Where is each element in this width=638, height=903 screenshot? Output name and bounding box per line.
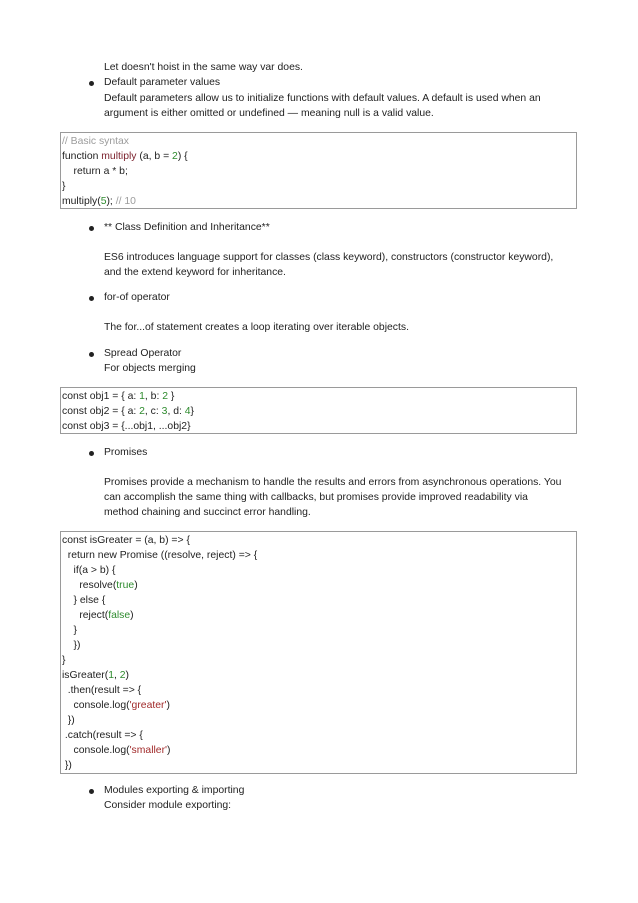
modules-desc: Consider module exporting: [104,800,232,811]
code-line: if(a > b) { [62,565,116,576]
code-line [62,743,576,758]
code-number: 5 [100,196,107,207]
code-text: const obj1 = { a: [62,391,140,402]
code-line [62,404,576,419]
code-function-name: multiply [101,151,137,162]
code-line [62,608,576,623]
code-line: return a * b; [62,166,128,177]
code-text: ) [166,700,170,711]
promises-desc-line1: Promises provide a mechanism to handle the results and errors from asynchronous operations. You [104,477,562,488]
promises-bullet: Promises [104,447,148,458]
code-line [62,668,576,683]
default-params-bullet: Default parameter values [104,77,221,88]
for-of-bullet: for-of operator [104,292,170,303]
spread-operator-bullet: Spread Operator [104,348,182,359]
code-line: const isGreater = (a, b) => { [62,535,190,546]
code-text: } [190,406,195,417]
code-line: }) [62,640,81,651]
code-line [62,149,576,164]
code-line: .catch(result => { [62,730,143,741]
code-comment: // Basic syntax [62,136,129,147]
code-text: multiply( [62,196,101,207]
code-line: }) [62,760,72,771]
code-block-spread [60,387,577,434]
code-text: ) [167,745,171,756]
code-boolean: false [108,610,131,621]
promises-desc-line2: can accomplish the same thing with callbacks, but promises provide improved readability via [104,492,528,503]
code-number: 3 [161,406,168,417]
code-line: } else { [62,595,106,606]
code-text: , [113,670,120,681]
code-string: 'smaller' [129,745,168,756]
bullet-dot [89,226,94,231]
code-text: ) [130,610,134,621]
class-definition-desc-line2: and the extend keyword for inheritance. [104,267,286,278]
code-text: isGreater( [62,670,109,681]
code-text: ); [106,196,113,207]
code-text: console.log( [62,700,130,711]
code-comment: // 10 [112,196,136,207]
default-params-desc-line2: argument is either omitted or undefined — meaning null is a valid value. [104,108,434,119]
code-boolean: true [116,580,135,591]
code-text: , d: [167,406,185,417]
code-line: }) [62,715,75,726]
code-number: 2 [162,391,169,402]
let-hoist-text: Let doesn't hoist in the same way var does. [104,62,303,73]
code-text: ) { [177,151,188,162]
code-line [62,194,576,209]
code-line [62,578,576,593]
code-text: resolve( [62,580,117,591]
code-block-basic-syntax [60,132,577,209]
modules-bullet: Modules exporting & importing [104,785,245,796]
code-line [62,698,576,713]
code-number: 2 [119,670,126,681]
code-number: 2 [172,151,178,162]
code-number: 1 [108,670,114,681]
code-line: return new Promise ((resolve, reject) => { [62,550,258,561]
code-line: } [62,625,78,636]
code-text: , c: [144,406,162,417]
bullet-dot [89,789,94,794]
code-text: (a, b = [136,151,173,162]
promises-desc-line3: method chaining and succinct error handling. [104,507,311,518]
bullet-dot [89,296,94,301]
code-line: } [62,181,66,192]
code-line: } [62,655,66,666]
spread-operator-desc: For objects merging [104,363,196,374]
code-number: 1 [139,391,145,402]
default-params-desc-line1: Default parameters allow us to initialize functions with default values. A default is used when an [104,93,541,104]
code-line [62,389,576,404]
code-text: const obj2 = { a: [62,406,140,417]
code-line: const obj3 = {...obj1, ...obj2} [62,421,191,432]
class-definition-desc-line1: ES6 introduces language support for classes (class keyword), constructors (constructor keyword), [104,252,554,263]
code-text: ) [125,670,130,681]
code-text: } [168,391,175,402]
bullet-dot [89,352,94,357]
code-text: ) [134,580,138,591]
code-string: 'greater' [129,700,167,711]
class-definition-bullet: ** Class Definition and Inheritance** [104,222,270,233]
code-keyword: function [62,151,102,162]
code-block-promises [60,531,577,774]
code-number: 4 [184,406,191,417]
for-of-desc: The for...of statement creates a loop iterating over iterable objects. [104,322,409,333]
code-text: reject( [62,610,109,621]
code-line: .then(result => { [62,685,142,696]
code-text: console.log( [62,745,130,756]
code-number: 2 [139,406,145,417]
code-text: , b: [144,391,163,402]
bullet-dot [89,81,94,86]
bullet-dot [89,451,94,456]
